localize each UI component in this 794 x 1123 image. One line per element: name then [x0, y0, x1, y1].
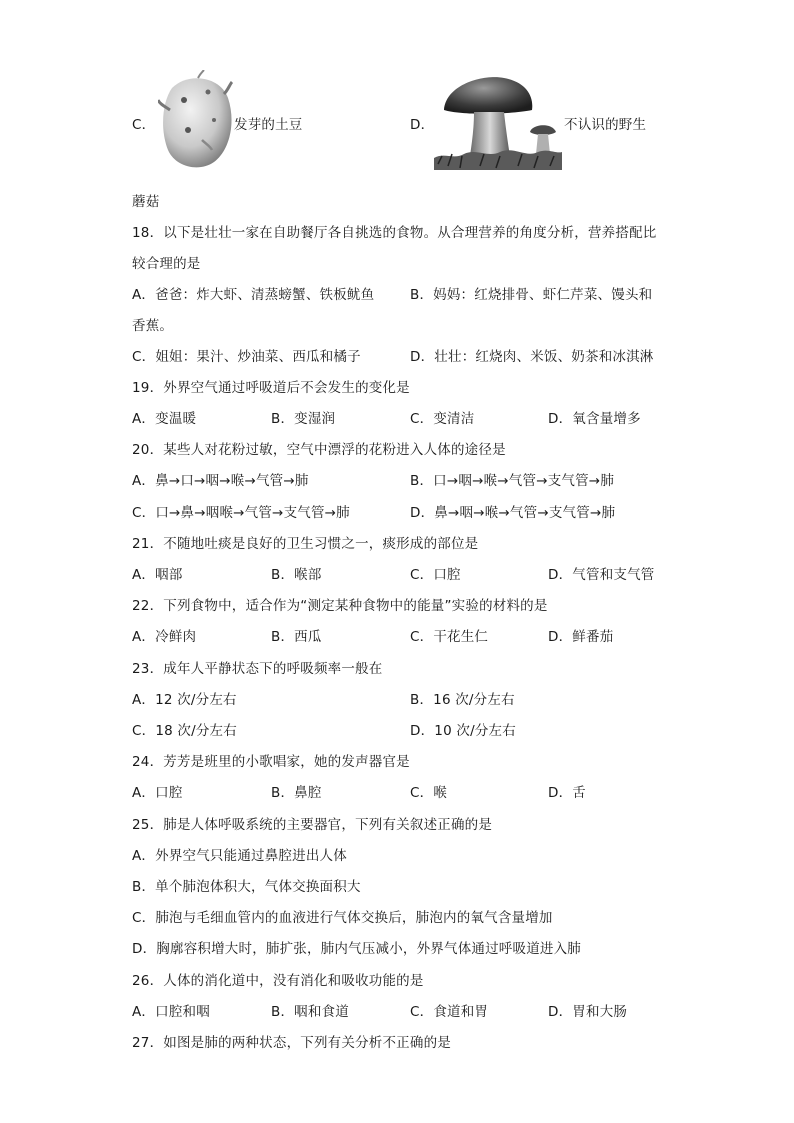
- q18-option-b: B．妈妈：红烧排骨、虾仁芹菜、馒头和: [410, 287, 653, 303]
- q18-stem-line1: 18．以下是壮壮一家在自助餐厅各自挑选的食物。从合理营养的角度分析，营养搭配比: [132, 225, 657, 241]
- q22-option-b: B．西瓜: [271, 629, 322, 645]
- q20-stem: 20．某些人对花粉过敏，空气中漂浮的花粉进入人体的途径是: [132, 442, 506, 458]
- q19-option-d: D．氧含量增多: [548, 411, 641, 427]
- q25-option-d: D．胸廓容积增大时，肺扩张，肺内气压减小，外界气体通过呼吸道进入肺: [132, 941, 581, 957]
- q25-option-b: B．单个肺泡体积大，气体交换面积大: [132, 879, 361, 895]
- q24-option-d: D．舌: [548, 785, 586, 801]
- q25-option-a: A．外界空气只能通过鼻腔进出人体: [132, 848, 347, 864]
- q21-stem: 21．不随地吐痰是良好的卫生习惯之一，痰形成的部位是: [132, 536, 479, 552]
- q23-option-b: B．16 次/分左右: [410, 692, 515, 708]
- q18-stem-line2: 较合理的是: [132, 256, 201, 272]
- q25-option-c: C．肺泡与毛细血管内的血液进行气体交换后，肺泡内的氧气含量增加: [132, 910, 553, 926]
- q17-option-d-text: 不认识的野生: [564, 117, 647, 133]
- q21-option-b: B．喉部: [271, 567, 322, 583]
- q18-option-c: C．姐姐：果汁、炒油菜、西瓜和橘子: [132, 349, 361, 365]
- sprouting-potato-image: [158, 70, 234, 170]
- q20-option-c: C．口→鼻→咽喉→气管→支气管→肺: [132, 505, 350, 521]
- q22-stem: 22．下列食物中，适合作为“测定某种食物中的能量”实验的材料的是: [132, 598, 548, 614]
- q19-stem: 19．外界空气通过呼吸道后不会发生的变化是: [132, 380, 410, 396]
- q19-option-a: A．变温暖: [132, 411, 197, 427]
- q26-stem: 26．人体的消化道中，没有消化和吸收功能的是: [132, 973, 424, 989]
- q24-stem: 24．芳芳是班里的小歌唱家，她的发声器官是: [132, 754, 410, 770]
- q24-option-a: A．口腔: [132, 785, 183, 801]
- q18-option-b-wrap: 香蕉。: [132, 318, 174, 334]
- q17-option-d-label: D．: [410, 117, 435, 133]
- q18-option-d: D．壮壮：红烧肉、米饭、奶茶和冰淇淋: [410, 349, 654, 365]
- q23-option-c: C．18 次/分左右: [132, 723, 237, 739]
- q26-option-a: A．口腔和咽: [132, 1004, 210, 1020]
- q19-option-b: B．变湿润: [271, 411, 336, 427]
- q18-option-a: A．爸爸：炸大虾、清蒸螃蟹、铁板鱿鱼: [132, 287, 375, 303]
- q22-option-d: D．鲜番茄: [548, 629, 614, 645]
- q24-option-b: B．鼻腔: [271, 785, 322, 801]
- q23-stem: 23．成年人平静状态下的呼吸频率一般在: [132, 661, 383, 677]
- q20-option-a: A．鼻→口→咽→喉→气管→肺: [132, 473, 309, 489]
- q26-option-b: B．咽和食道: [271, 1004, 349, 1020]
- q21-option-a: A．咽部: [132, 567, 183, 583]
- q20-option-b: B．口→咽→喉→气管→支气管→肺: [410, 473, 615, 489]
- q23-option-d: D．10 次/分左右: [410, 723, 516, 739]
- q21-option-d: D．气管和支气管: [548, 567, 655, 583]
- q17-option-d-wrap: 蘑菇: [132, 194, 160, 210]
- q22-option-c: C．干花生仁: [410, 629, 489, 645]
- q17-option-c-text: 发芽的土豆: [234, 117, 303, 133]
- q26-option-d: D．胃和大肠: [548, 1004, 628, 1020]
- q24-option-c: C．喉: [410, 785, 448, 801]
- q26-option-c: C．食道和胃: [410, 1004, 489, 1020]
- q20-option-d: D．鼻→咽→喉→气管→支气管→肺: [410, 505, 616, 521]
- q21-option-c: C．口腔: [410, 567, 461, 583]
- q17-option-c-label: C．: [132, 117, 156, 133]
- q25-stem: 25．肺是人体呼吸系统的主要器官，下列有关叙述正确的是: [132, 817, 493, 833]
- wild-mushroom-image: [434, 74, 562, 170]
- q22-option-a: A．冷鲜肉: [132, 629, 197, 645]
- q27-stem: 27．如图是肺的两种状态，下列有关分析不正确的是: [132, 1035, 451, 1051]
- q19-option-c: C．变清洁: [410, 411, 475, 427]
- q23-option-a: A．12 次/分左右: [132, 692, 237, 708]
